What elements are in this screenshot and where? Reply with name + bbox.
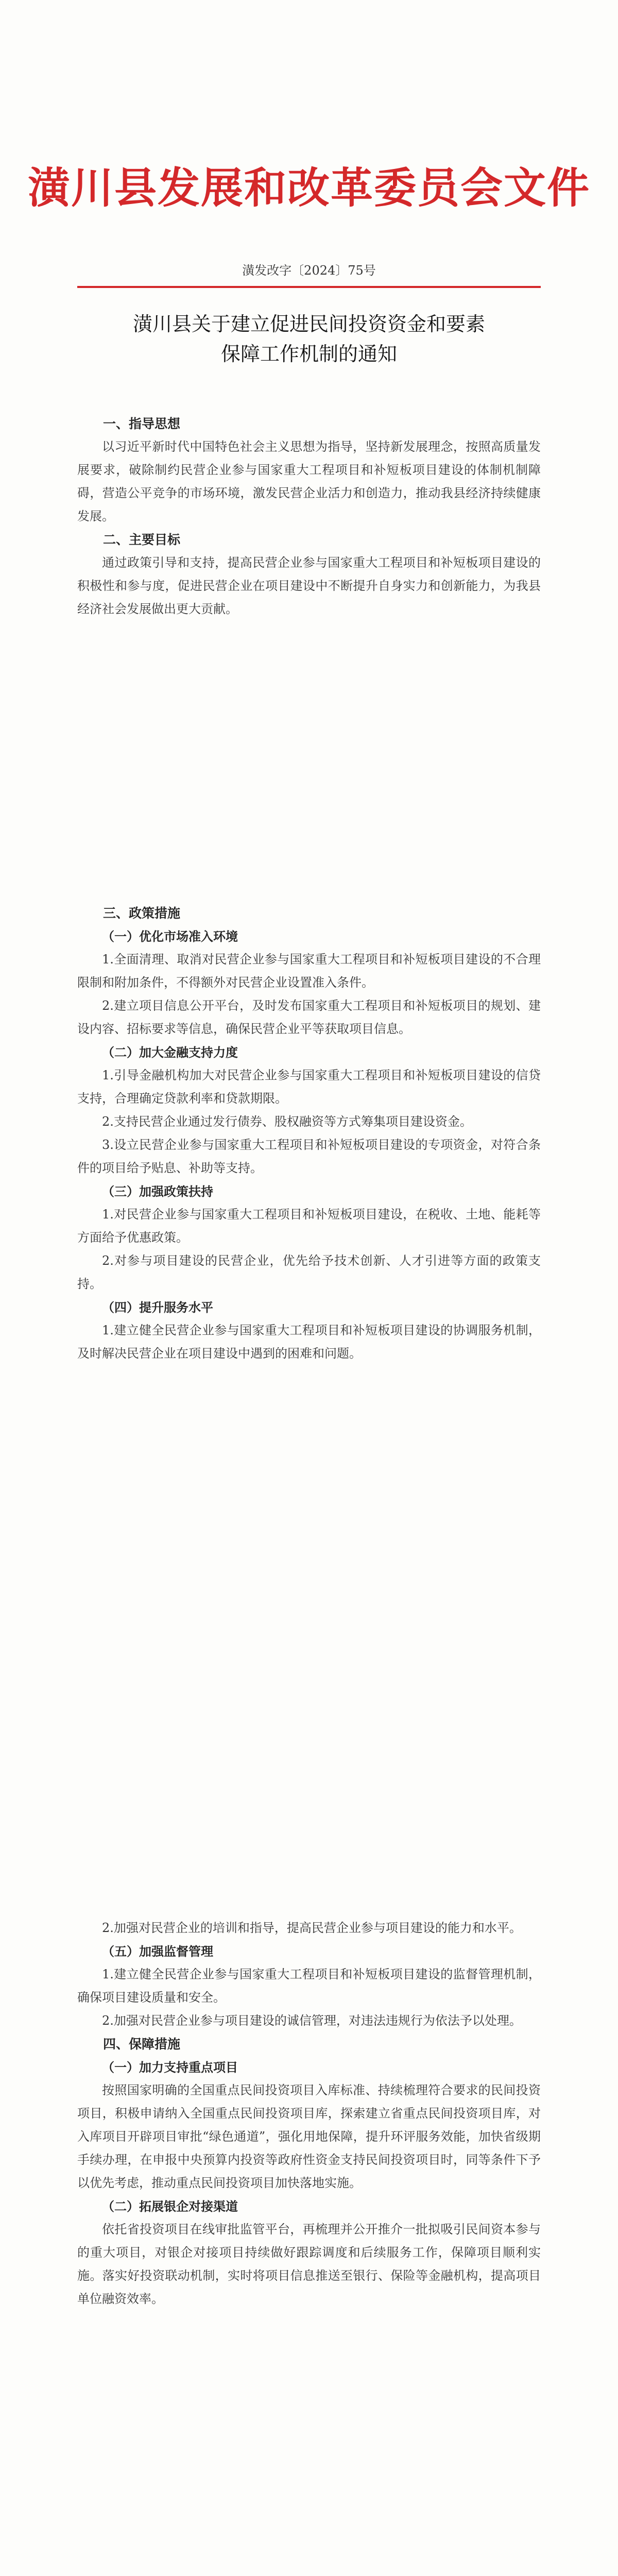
paragraph: 1.建立健全民营企业参与国家重大工程项目和补短板项目建设的协调服务机制，及时解决民营企业在项目建设中遇到的困难和问题。 <box>77 1323 541 1361</box>
paragraph: 1.建立健全民营企业参与国家重大工程项目和补短板项目建设的监督管理机制，确保项目建设质量和安全。 <box>77 1967 541 2005</box>
document-title <box>82 309 536 369</box>
subsection-heading: （一）加力支持重点项目 <box>102 2060 238 2075</box>
subsection-heading: （一）优化市场准入环境 <box>102 929 238 944</box>
title-line-2: 保障工作机制的通知 <box>220 343 397 365</box>
section-heading: 四、保障措施 <box>103 2037 181 2052</box>
subsection-heading: （五）加强监督管理 <box>102 1944 213 1959</box>
title-line-1: 潢川县关于建立促进民间投资资金和要素 <box>132 313 485 335</box>
paragraph: 2.支持民营企业通过发行债券、股权融资等方式筹集项目建设资金。 <box>102 1114 472 1129</box>
paragraph: 2.加强对民营企业的培训和指导，提高民营企业参与项目建设的能力和水平。 <box>102 1921 522 1935</box>
red-divider <box>77 286 541 288</box>
body-block-a <box>77 412 541 621</box>
subsection-heading: （二）加大金融支持力度 <box>102 1045 238 1060</box>
paragraph: 2.加强对民营企业参与项目建设的诚信管理，对违法违规行为依法予以处理。 <box>102 2013 522 2028</box>
paragraph: 2.对参与项目建设的民营企业，优先给予技术创新、人才引进等方面的政策支持。 <box>77 1253 541 1291</box>
paragraph: 依托省投资项目在线审批监管平台，再梳理并公开推介一批拟吸引民间资本参与的重大项目，对银企对接项目持续做好跟踪调度和后续服务工作，保障项目顺利实施。落实好投资联动机制，实时将项目信息推送至银行、保险等金融机构，提高项目单位融资效率。 <box>77 2222 541 2306</box>
subsection-heading: （二）拓展银企对接渠道 <box>102 2199 238 2214</box>
section-heading: 一、指导思想 <box>103 416 181 431</box>
body-block-b <box>77 902 541 1365</box>
subsection-heading: （三）加强政策扶持 <box>102 1184 213 1199</box>
section-heading: 二、主要目标 <box>103 532 181 547</box>
paragraph: 以习近平新时代中国特色社会主义思想为指导，坚持新发展理念，按照高质量发展要求，破除制约民营企业参与国家重大工程项目和补短板项目建设的体制机制障碍，营造公平竞争的市场环境，激发民营企业活力和创造力，推动我县经济持续健康发展。 <box>77 439 541 523</box>
paragraph: 1.对民营企业参与国家重大工程项目和补短板项目建设，在税收、土地、能耗等方面给予优惠政策。 <box>77 1207 541 1245</box>
paragraph: 2.建立项目信息公开平台，及时发布国家重大工程项目和补短板项目的规划、建设内容、招标要求等信息，确保民营企业平等获取项目信息。 <box>77 998 541 1036</box>
paragraph: 1.引导金融机构加大对民营企业参与国家重大工程项目和补短板项目建设的信贷支持，合理确定贷款利率和贷款期限。 <box>77 1068 541 1106</box>
paragraph: 通过政策引导和支持，提高民营企业参与国家重大工程项目和补短板项目建设的积极性和参与度，促进民营企业在项目建设中不断提升自身实力和创新能力，为我县经济社会发展做出更大贡献。 <box>77 555 541 616</box>
document-number: 潢发改字〔2024〕75号 <box>242 263 376 278</box>
subsection-heading: （四）提升服务水平 <box>102 1300 213 1315</box>
paragraph: 按照国家明确的全国重点民间投资项目入库标准、持续梳理符合要求的民间投资项目，积极申请纳入全国重点民间投资项目库，探索建立省重点民间投资项目库，对入库项目开辟项目审批“绿色通道”，强化用地保障，提升环评服务效能，加快省级期手续办理，在申报中央预算内投资等政府性资金支持民间投资项目时，同等条件下予以优先考虑，推动重点民间投资项目加快落地实施。 <box>77 2083 541 2190</box>
section-heading: 三、政策措施 <box>103 906 181 921</box>
paragraph: 1.全面清理、取消对民营企业参与国家重大工程项目和补短板项目建设的不合理限制和附加条件，不得额外对民营企业设置准入条件。 <box>77 952 541 990</box>
paragraph: 3.设立民营企业参与国家重大工程项目和补短板项目建设的专项资金，对符合条件的项目给予贴息、补助等支持。 <box>77 1138 541 1175</box>
body-block-c <box>77 1917 541 2311</box>
masthead: 潢川县发展和改革委员会文件 <box>27 163 590 213</box>
